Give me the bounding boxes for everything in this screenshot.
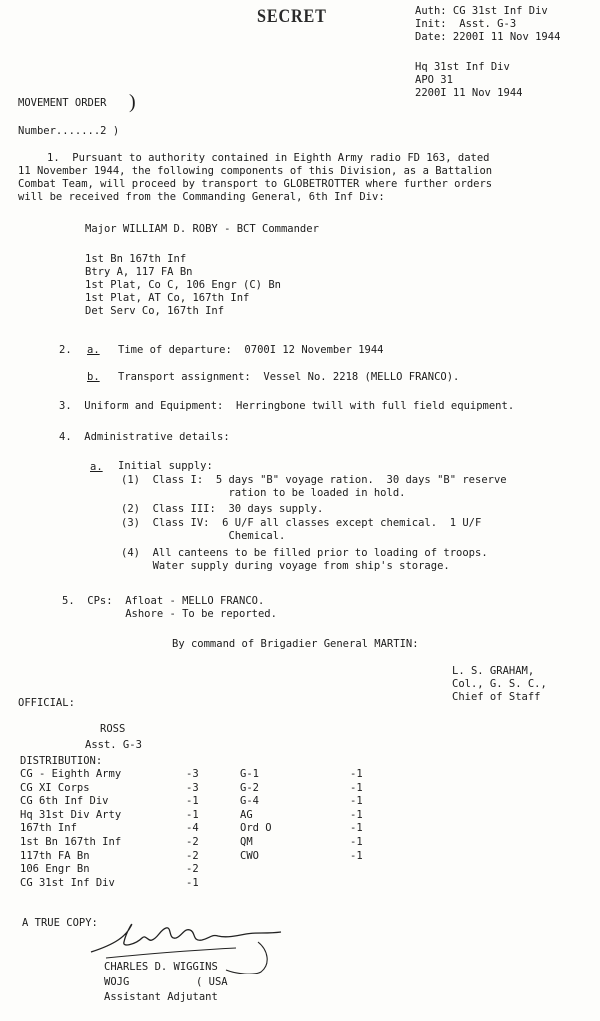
signer-title: Assistant Adjutant — [104, 991, 218, 1003]
distribution-recipient: AG — [240, 808, 253, 821]
distribution-count: -4 — [186, 822, 199, 835]
unit-5: Det Serv Co, 167th Inf — [85, 305, 225, 317]
distribution-count: -1 — [350, 808, 363, 821]
distribution-recipient: CG - Eighth Army — [20, 768, 122, 780]
auth-sig-title: Asst. G-3 — [85, 739, 142, 751]
supply-4: (4) All canteens to be filled prior to loading of troops. — [121, 547, 488, 559]
supply-1-cont: ration to be loaded in hold. — [121, 487, 406, 499]
distribution-recipient: 106 Engr Bn — [20, 863, 90, 876]
origin-line-2: APO 31 — [415, 74, 453, 86]
supply-1: (1) Class I: 5 days "B" voyage ration. 30 days "B" reserve — [121, 474, 507, 486]
para2-number: 2. — [59, 344, 72, 356]
unit-1: 1st Bn 167th Inf — [85, 253, 187, 265]
distribution-count: -3 — [186, 781, 199, 794]
para4a-letter: a. — [90, 461, 103, 473]
distribution-recipient: CG 6th Inf Div — [20, 795, 109, 808]
distribution-recipient: Ord O — [240, 822, 272, 835]
distribution-count: -1 — [350, 849, 363, 862]
distribution-count: -3 — [186, 768, 199, 780]
signer-branch: ( USA — [196, 976, 228, 988]
signer-rank: WOJG — [104, 976, 130, 988]
para5-line-2: Ashore - To be reported. — [62, 608, 277, 620]
supply-2: (2) Class III: 30 days supply. — [121, 503, 324, 515]
origin-line-3: 2200I 11 Nov 1944 — [415, 87, 523, 99]
auth-line-1: Auth: CG 31st Inf Div — [415, 5, 548, 17]
distribution-recipient: 1st Bn 167th Inf — [20, 836, 122, 848]
para2b-letter: b. — [87, 371, 100, 383]
distribution-recipient: G-1 — [240, 768, 259, 780]
chief-title: Chief of Staff — [452, 691, 541, 703]
distribution-count: -1 — [350, 836, 363, 848]
distribution-count: -1 — [350, 781, 363, 794]
para1-line-2: 11 November 1944, the following components of this Division, as a Battalion — [18, 165, 493, 177]
distribution-recipient: G-4 — [240, 795, 259, 808]
para1-line-4: will be received from the Commanding General, 6th Inf Div: — [18, 191, 385, 203]
brace-top: ) — [129, 91, 136, 113]
distribution-count: -1 — [186, 876, 199, 889]
para3: 3. Uniform and Equipment: Herringbone twill with full field equipment. — [59, 400, 515, 412]
distribution-recipient: CG XI Corps — [20, 781, 90, 794]
supply-3: (3) Class IV: 6 U/F all classes except chemical. 1 U/F — [121, 517, 482, 529]
auth-sig-name: ROSS — [100, 723, 126, 735]
auth-line-3: Date: 2200I 11 Nov 1944 — [415, 31, 561, 43]
unit-4: 1st Plat, AT Co, 167th Inf — [85, 292, 250, 304]
para2a-letter: a. — [87, 344, 100, 356]
classification-stamp: SECRET — [257, 6, 327, 27]
distribution-recipient: CG 31st Inf Div — [20, 876, 115, 889]
command-line: By command of Brigadier General MARTIN: — [172, 638, 419, 650]
distribution-recipient: 117th FA Bn — [20, 849, 90, 862]
distribution-count: -2 — [186, 849, 199, 862]
distribution-recipient: Hq 31st Div Arty — [20, 808, 122, 821]
para4: 4. Administrative details: — [59, 431, 230, 443]
order-title: MOVEMENT ORDER — [18, 97, 107, 109]
distribution-count: -1 — [350, 768, 363, 780]
para1-line-1: 1. Pursuant to authority contained in Eighth Army radio FD 163, dated — [47, 152, 490, 164]
para5-line-1: 5. CPs: Afloat - MELLO FRANCO. — [62, 595, 265, 607]
true-copy-label: A TRUE COPY: — [22, 917, 98, 929]
distribution-count: -1 — [350, 795, 363, 808]
chief-name: L. S. GRAHAM, — [452, 665, 535, 677]
unit-3: 1st Plat, Co C, 106 Engr (C) Bn — [85, 279, 281, 291]
order-number: Number.......2 ) — [18, 125, 120, 137]
distribution-count: -2 — [186, 863, 199, 876]
chief-rank: Col., G. S. C., — [452, 678, 547, 690]
distribution-title: DISTRIBUTION: — [20, 755, 103, 767]
unit-2: Btry A, 117 FA Bn — [85, 266, 193, 278]
para4a-title: Initial supply: — [118, 460, 213, 472]
origin-line-1: Hq 31st Inf Div — [415, 61, 510, 73]
supply-4-cont: Water supply during voyage from ship's storage. — [121, 560, 450, 572]
bct-commander: Major WILLIAM D. ROBY - BCT Commander — [85, 223, 319, 235]
distribution-recipient: CWO — [240, 849, 259, 862]
distribution-count: -1 — [186, 808, 199, 821]
official-label: OFFICIAL: — [18, 697, 75, 709]
para1-line-3: Combat Team, will proceed by transport to GLOBETROTTER where further orders — [18, 178, 493, 190]
distribution-recipient: 167th Inf — [20, 822, 77, 835]
para2b-text: Transport assignment: Vessel No. 2218 (MELLO FRANCO). — [118, 371, 460, 383]
distribution-recipient: QM — [240, 836, 253, 848]
supply-3-cont: Chemical. — [121, 530, 286, 542]
distribution-count: -1 — [186, 795, 199, 808]
distribution-count: -2 — [186, 836, 199, 848]
distribution-recipient: G-2 — [240, 781, 259, 794]
signer-name: CHARLES D. WIGGINS — [104, 961, 218, 973]
auth-line-2: Init: Asst. G-3 — [415, 18, 517, 30]
para2a-text: Time of departure: 0700I 12 November 1944 — [118, 344, 384, 356]
distribution-count: -1 — [350, 822, 363, 835]
